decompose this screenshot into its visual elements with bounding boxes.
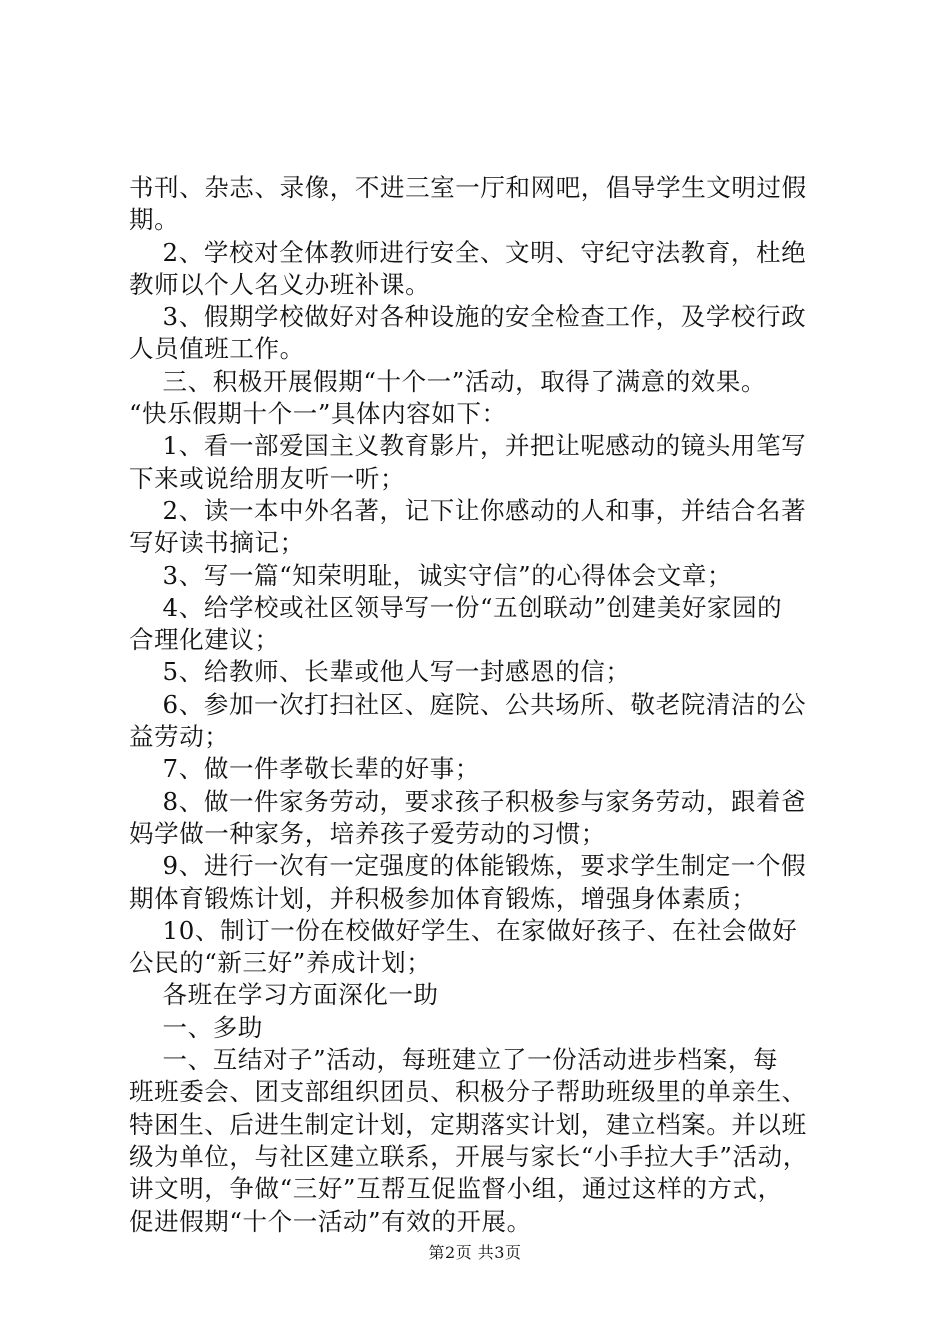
text-line: 班班委会、团支部组织团员、积极分子帮助班级里的单亲生、 bbox=[129, 1077, 807, 1107]
text-line: 3、假期学校做好对各种设施的安全检查工作，及学校行政 bbox=[129, 302, 807, 332]
text-line: 2、读一本中外名著，记下让你感动的人和事，并结合名著 bbox=[129, 495, 807, 525]
document-body bbox=[129, 172, 829, 1238]
text-line: 各班在学习方面深化一助 bbox=[129, 980, 439, 1010]
text-line: 特困生、后进生制定计划，定期落实计划，建立档案。并以班 bbox=[129, 1109, 807, 1139]
page-number-footer: 第2页 共3页 bbox=[428, 1243, 522, 1262]
text-line: 讲文明，争做“三好”互帮互促监督小组，通过这样的方式， bbox=[129, 1174, 783, 1204]
text-line: 7、做一件孝敬长辈的好事； bbox=[129, 754, 480, 784]
text-line: 5、给教师、长辈或他人写一封感恩的信； bbox=[129, 657, 631, 687]
text-line: 促进假期“十个一活动”有效的开展。 bbox=[129, 1206, 532, 1236]
text-line: 人员值班工作。 bbox=[129, 334, 305, 364]
text-line: 期。 bbox=[129, 205, 180, 235]
text-line: 4、给学校或社区领导写一份“五创联动”创建美好家园的 bbox=[129, 592, 783, 622]
text-line: 下来或说给朋友听一听； bbox=[129, 463, 406, 493]
text-line: 2、学校对全体教师进行安全、文明、守纪守法教育，杜绝 bbox=[129, 237, 807, 267]
text-line: “快乐假期十个一”具体内容如下： bbox=[129, 399, 507, 429]
text-line: 写好读书摘记； bbox=[129, 528, 305, 558]
text-line: 级为单位，与社区建立联系，开展与家长“小手拉大手”活动， bbox=[129, 1141, 808, 1171]
text-line: 6、参加一次打扫社区、庭院、公共场所、敬老院清洁的公 bbox=[129, 689, 807, 719]
text-line: 妈学做一种家务，培养孩子爱劳动的习惯； bbox=[129, 818, 606, 848]
text-line: 1、看一部爱国主义教育影片，并把让呢感动的镜头用笔写 bbox=[129, 431, 807, 461]
text-line: 9、进行一次有一定强度的体能锻炼，要求学生制定一个假 bbox=[129, 851, 807, 881]
text-line: 公民的“新三好”养成计划； bbox=[129, 948, 432, 978]
text-line: 合理化建议； bbox=[129, 625, 280, 655]
text-line: 3、写一篇“知荣明耻，诚实守信”的心得体会文章； bbox=[129, 560, 733, 590]
text-line: 一、互结对子”活动，每班建立了一份活动进步档案，每 bbox=[129, 1045, 779, 1075]
text-line: 教师以个人名义办班补课。 bbox=[129, 269, 431, 299]
text-line: 益劳动； bbox=[129, 722, 230, 752]
text-line: 8、做一件家务劳动，要求孩子积极参与家务劳动，跟着爸 bbox=[129, 786, 807, 816]
text-line: 期体育锻炼计划，并积极参加体育锻炼，增强身体素质； bbox=[129, 883, 757, 913]
text-line: 三、积极开展假期“十个一”活动，取得了满意的效果。 bbox=[129, 366, 767, 396]
text-line: 10、制订一份在校做好学生、在家做好孩子、在社会做好 bbox=[129, 915, 798, 945]
text-line: 一、多助 bbox=[129, 1012, 263, 1042]
text-line: 书刊、杂志、录像，不进三室一厅和网吧，倡导学生文明过假 bbox=[129, 173, 807, 202]
